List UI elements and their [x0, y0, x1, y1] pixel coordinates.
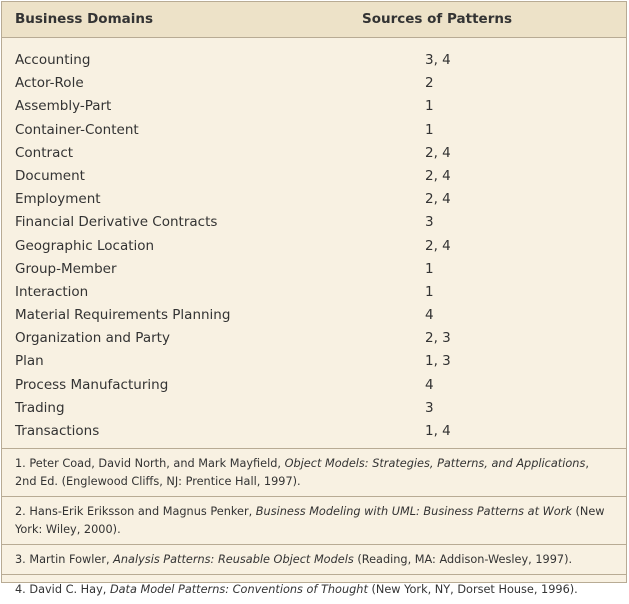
sources-cell: 2 [425, 75, 434, 92]
table-row [2, 212, 626, 235]
domain-cell: Actor-Role [15, 75, 84, 92]
sources-cell: 2, 4 [425, 191, 451, 208]
sources-cell: 2, 4 [425, 167, 451, 184]
footnotes [2, 448, 626, 604]
domain-cell: Employment [15, 191, 101, 208]
footnote-prefix: 4. David C. Hay, [15, 583, 110, 596]
footnote-title: Analysis Patterns: Reusable Object Models [113, 553, 354, 566]
table-row [2, 96, 626, 119]
footnote-prefix: 1. Peter Coad, David North, and Mark Mayfield, [15, 457, 285, 470]
table-body [2, 50, 626, 444]
sources-cell: 2, 3 [425, 330, 451, 347]
sources-cell: 1, 3 [425, 353, 451, 370]
domain-cell: Geographic Location [15, 237, 155, 254]
domain-cell: Plan [15, 353, 44, 370]
table-row [2, 351, 626, 374]
sources-cell: 1 [425, 283, 434, 300]
footnote-title: Data Model Patterns: Conventions of Thought [109, 583, 368, 596]
footnote [2, 448, 626, 496]
sources-cell: 3 [425, 214, 434, 231]
sources-cell: 4 [425, 307, 434, 324]
footnote-prefix: 3. Martin Fowler, [15, 553, 114, 566]
sources-cell: 1 [425, 98, 434, 115]
domain-cell: Material Requirements Planning [15, 307, 231, 324]
domain-cell: Transactions [15, 423, 100, 439]
sources-cell: 2, 4 [425, 237, 451, 254]
table-row [2, 421, 626, 444]
domain-cell: Trading [15, 399, 65, 416]
table-row [2, 305, 626, 328]
domain-cell: Accounting [15, 52, 91, 68]
header-business-domains: Business Domains [15, 11, 154, 27]
table-row [2, 189, 626, 212]
footnote [2, 574, 626, 604]
table-header [2, 2, 626, 38]
footnote [2, 496, 626, 544]
footnote-title: Object Models: Strategies, Patterns, and Applications [284, 457, 586, 470]
domain-cell: Assembly-Part [15, 98, 112, 115]
sources-cell: 1 [425, 260, 434, 277]
domain-cell: Document [15, 167, 85, 184]
domain-cell: Organization and Party [15, 330, 170, 347]
domain-cell: Interaction [15, 283, 89, 300]
sources-cell: 1 [425, 121, 434, 138]
sources-cell: 1, 4 [425, 423, 451, 439]
domain-cell: Process Manufacturing [15, 376, 169, 393]
footnote-suffix: (New York, NY, Dorset House, 1996). [367, 583, 578, 596]
table-row [2, 166, 626, 189]
patterns-table [1, 1, 627, 596]
table-row [2, 259, 626, 282]
table-row [2, 120, 626, 143]
table-row [2, 328, 626, 351]
table-row [2, 398, 626, 421]
footnote-suffix: (New York: Wiley, 2000). [15, 505, 605, 536]
domain-cell: Group-Member [15, 260, 117, 277]
domain-cell: Contract [15, 144, 74, 161]
footnote-prefix: 2. Hans-Erik Eriksson and Magnus Penker, [15, 505, 256, 518]
table-row [2, 143, 626, 166]
footnote [2, 544, 626, 574]
table-row [2, 282, 626, 305]
footnote-title: Business Modeling with UML: Business Patterns at Work [255, 505, 572, 518]
footnote-suffix: (Reading, MA: Addison-Wesley, 1997). [353, 553, 573, 566]
header-sources-of-patterns: Sources of Patterns [362, 11, 513, 27]
sources-cell: 2, 4 [425, 144, 451, 161]
footnote-suffix: , 2nd Ed. (Englewood Cliffs, NJ: Prentice Hall, 1997). [15, 457, 589, 488]
table-row [2, 375, 626, 398]
sources-cell: 4 [425, 376, 434, 393]
sources-cell: 3, 4 [425, 52, 451, 68]
table-row [2, 236, 626, 259]
domain-cell: Container-Content [15, 121, 139, 138]
domain-cell: Financial Derivative Contracts [15, 214, 218, 231]
table-row [2, 73, 626, 96]
table-row [2, 50, 626, 73]
sources-cell: 3 [425, 399, 434, 416]
